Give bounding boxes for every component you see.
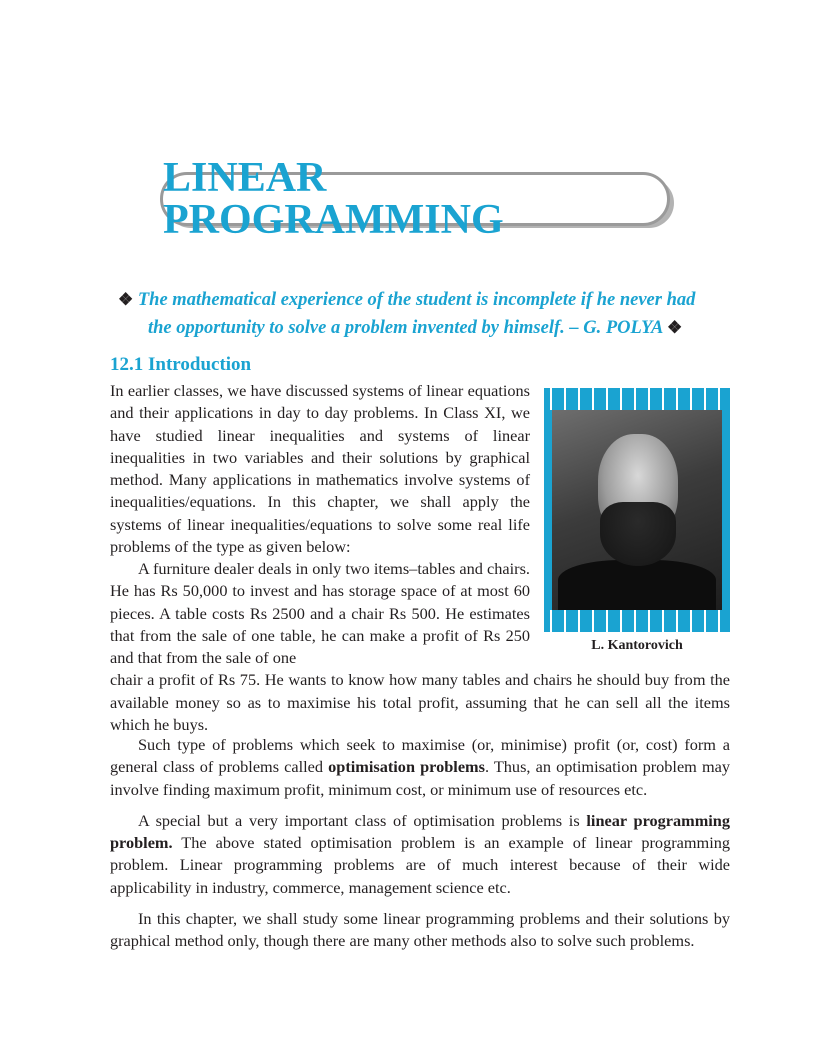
title-banner-box — [160, 155, 670, 243]
lpp-text-post: The above stated optimisation problem is an example of linear programming problem. Linear programming problems are of much interest because of their wide applicability in industry, commerce, management science etc. — [110, 833, 730, 897]
optimisation-paragraph — [110, 734, 730, 801]
optimisation-text-post: . Thus, an optimisation problem may involve finding maximum profit, minimum cost, or minimum use of resources etc. — [110, 757, 730, 799]
section-heading: 12.1 Introduction — [110, 354, 252, 375]
optimisation-text-pre: Such type of problems which seek to maximise (or, minimise) profit (or, cost) form a general class of problems called — [110, 735, 730, 777]
chapter-paragraph: In this chapter, we shall study some linear programming problems and their solutions by graphical method only, though there are many other methods also to solve such problems. — [110, 909, 730, 951]
quote-bullet-icon: ❖ — [118, 290, 134, 309]
portrait-beard — [600, 502, 676, 566]
furniture-text-wrapped: A furniture dealer deals in only two items–tables and chairs. He has Rs 50,000 to invest and has storage space of at most 60 pieces. A table costs Rs 2500 and a chair Rs 500. He estimates that from the sale of one table, he can make a profit of Rs 250 and that from the sale of one — [110, 559, 530, 668]
intro-paragraph — [110, 380, 530, 558]
lpp-paragraph — [110, 810, 730, 899]
quote-end-bullet-icon: ❖ — [667, 318, 683, 337]
lpp-term: linear programming problem. — [110, 810, 730, 853]
portrait-caption: L. Kantorovich — [591, 638, 683, 653]
kantorovich-portrait — [552, 410, 722, 610]
body-paragraphs — [110, 734, 730, 962]
lpp-text-pre: A special but a very important class of optimisation problems is — [138, 810, 587, 830]
chapter-title-banner — [160, 155, 680, 243]
portrait-border-top — [544, 388, 730, 410]
portrait-border-bottom — [544, 610, 730, 632]
optimisation-term: optimisation problems — [328, 757, 485, 777]
furniture-text-full: chair a profit of Rs 75. He wants to know how many tables and chairs he should buy from the available money so as to maximise his total profit, assuming that he can sell all the items which he buys. — [110, 670, 730, 735]
quote-line-1: The mathematical experience of the student is incomplete if he never had — [137, 290, 696, 310]
portrait-frame — [544, 388, 730, 632]
chapter-title: LINEAR PROGRAMMING — [163, 155, 504, 243]
epigraph-quote — [118, 286, 738, 342]
quote-line-2: the opportunity to solve a problem invented by himself. – G. POLYA — [148, 318, 663, 338]
intro-text: In earlier classes, we have discussed systems of linear equations and their applications in day to day problems. In Class XI, we have studied linear inequalities and systems of linear inequalities in two variables and their solutions by graphical method. Many applications in mathematics involve systems of inequalities/equations. In this chapter, we shall apply the systems of linear inequalities/equations to solve some real life problems of the type as given below: — [110, 381, 530, 557]
portrait-shoulders — [558, 560, 716, 610]
